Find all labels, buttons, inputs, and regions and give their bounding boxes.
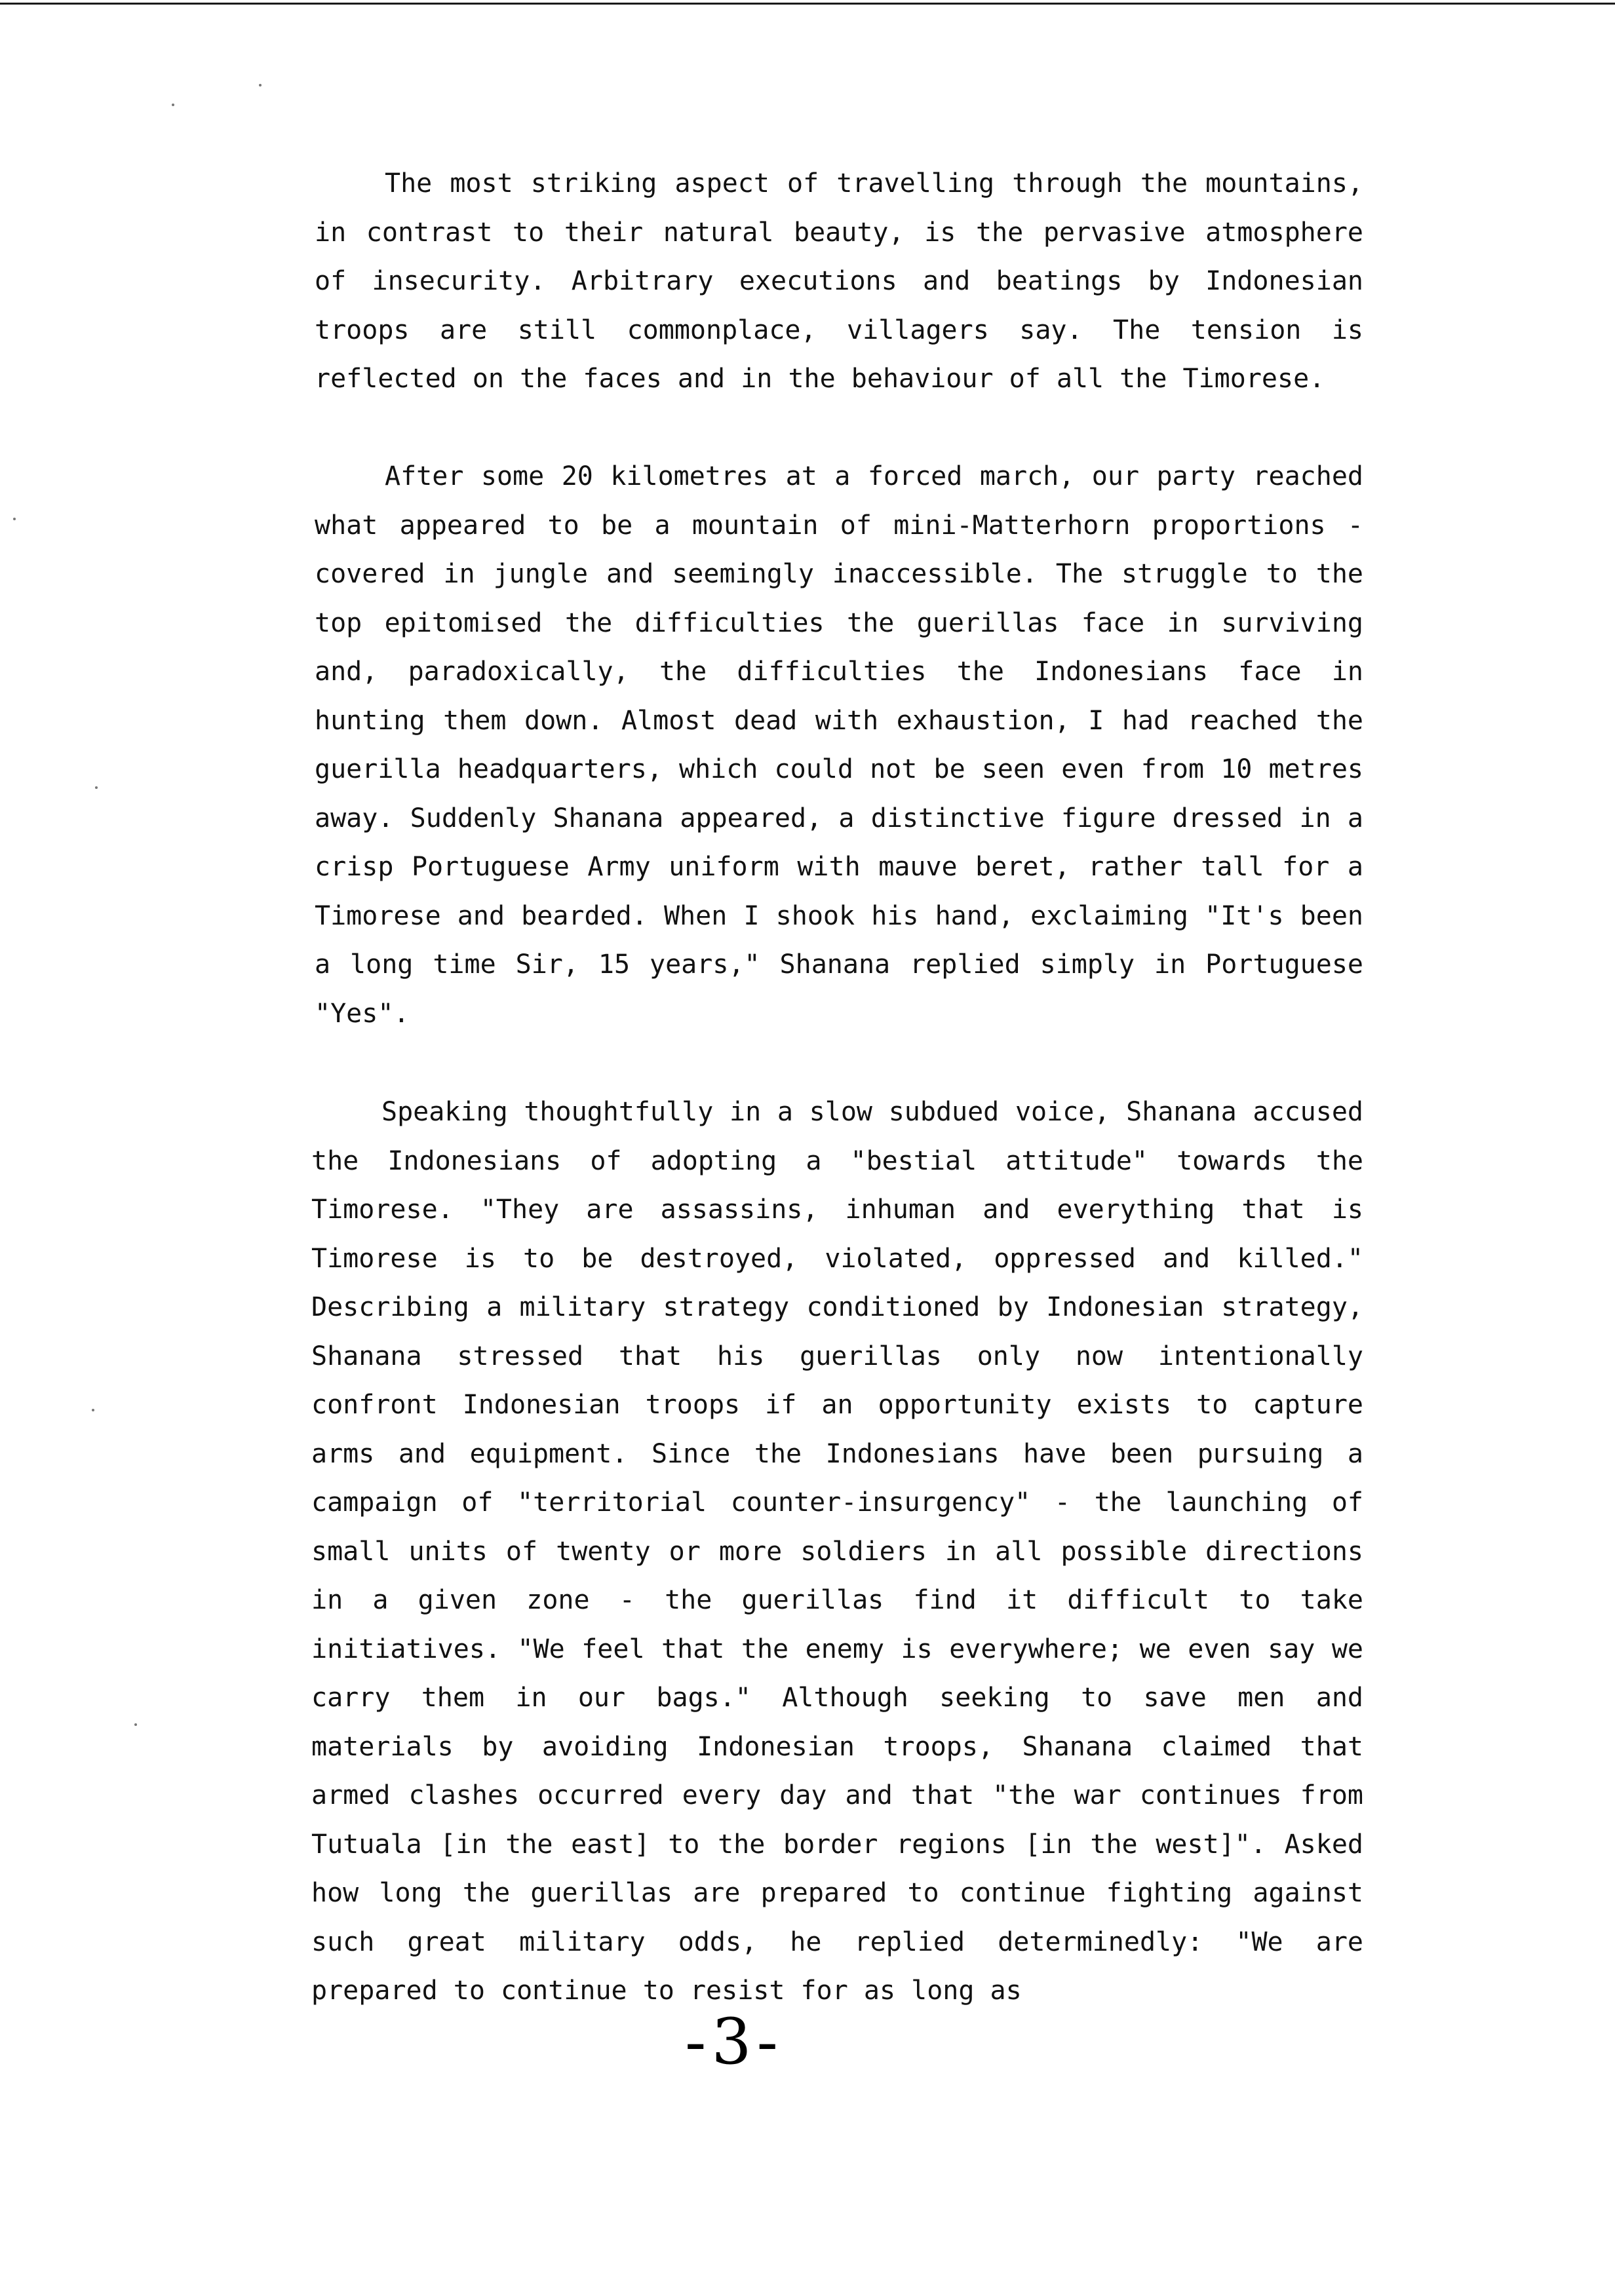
scan-speck (95, 786, 98, 789)
page-number: -3- (685, 2005, 783, 2078)
paragraph-meeting-shanana: After some 20 kilometres at a forced march, our party reached what appeared to be a mountain of mini-Matterhorn proportions - covered in jungle and seemingly inaccessible. The struggle to the top epitomised the difficulties the guerillas face in surviving and, paradoxically, the difficulties the Indonesians face in hunting them down. Almost dead with exhaustion, I had reached the guerilla headquarters, which could not be seen even from 10 metres away. Suddenly Shanana appeared, a distinctive figure dressed in a crisp Portuguese Army uniform with mauve beret, rather tall for a Timorese and bearded. When I shook his hand, exclaiming "It's been a long time Sir, 15 years," Shanana replied simply in Portuguese "Yes". (315, 461, 1363, 1029)
scan-speck (259, 84, 262, 86)
scan-speck (13, 518, 16, 520)
scan-speck (134, 1723, 137, 1726)
page-top-edge-line (0, 3, 1615, 5)
scan-speck (172, 104, 174, 106)
paragraph-shanana-interview: Speaking thoughtfully in a slow subdued voice, Shanana accused the Indonesians of adopting a "bestial attitude" towards the Timorese. "They are assassins, inhuman and everything that is Timorese is to be destroyed, violated, oppressed and killed." Describing a military strategy conditioned by Indonesian strategy, Shanana stressed that his guerillas only now intentionally confront Indonesian troops if an opportunity exists to capture arms and equipment. Since the Indonesians have been pursuing a campaign of "territorial counter-insurgency" - the launching of small units of twenty or more soldiers in all possible directions in a given zone - the guerillas find it difficult to take initiatives. "We feel that the enemy is everywhere; we even say we carry them in our bags." Although seeking to save men and materials by avoiding Indonesian troops, Shanana claimed that armed clashes occurred every day and that "the war continues from Tutuala [in the east] to the border regions [in the west]". Asked how long the guerillas are prepared to continue fighting against such great military odds, he replied determinedly: "We are prepared to continue to resist for as long as (311, 1097, 1363, 2006)
scan-speck (92, 1409, 94, 1411)
paragraph-insecurity: The most striking aspect of travelling through the mountains, in contrast to their natural beauty, is the pervasive atmosphere of insecurity. Arbitrary executions and beatings by Indonesian troops are still commonplace, villagers say. The tension is reflected on the faces and in the behaviour of all the Timorese. (315, 168, 1363, 394)
